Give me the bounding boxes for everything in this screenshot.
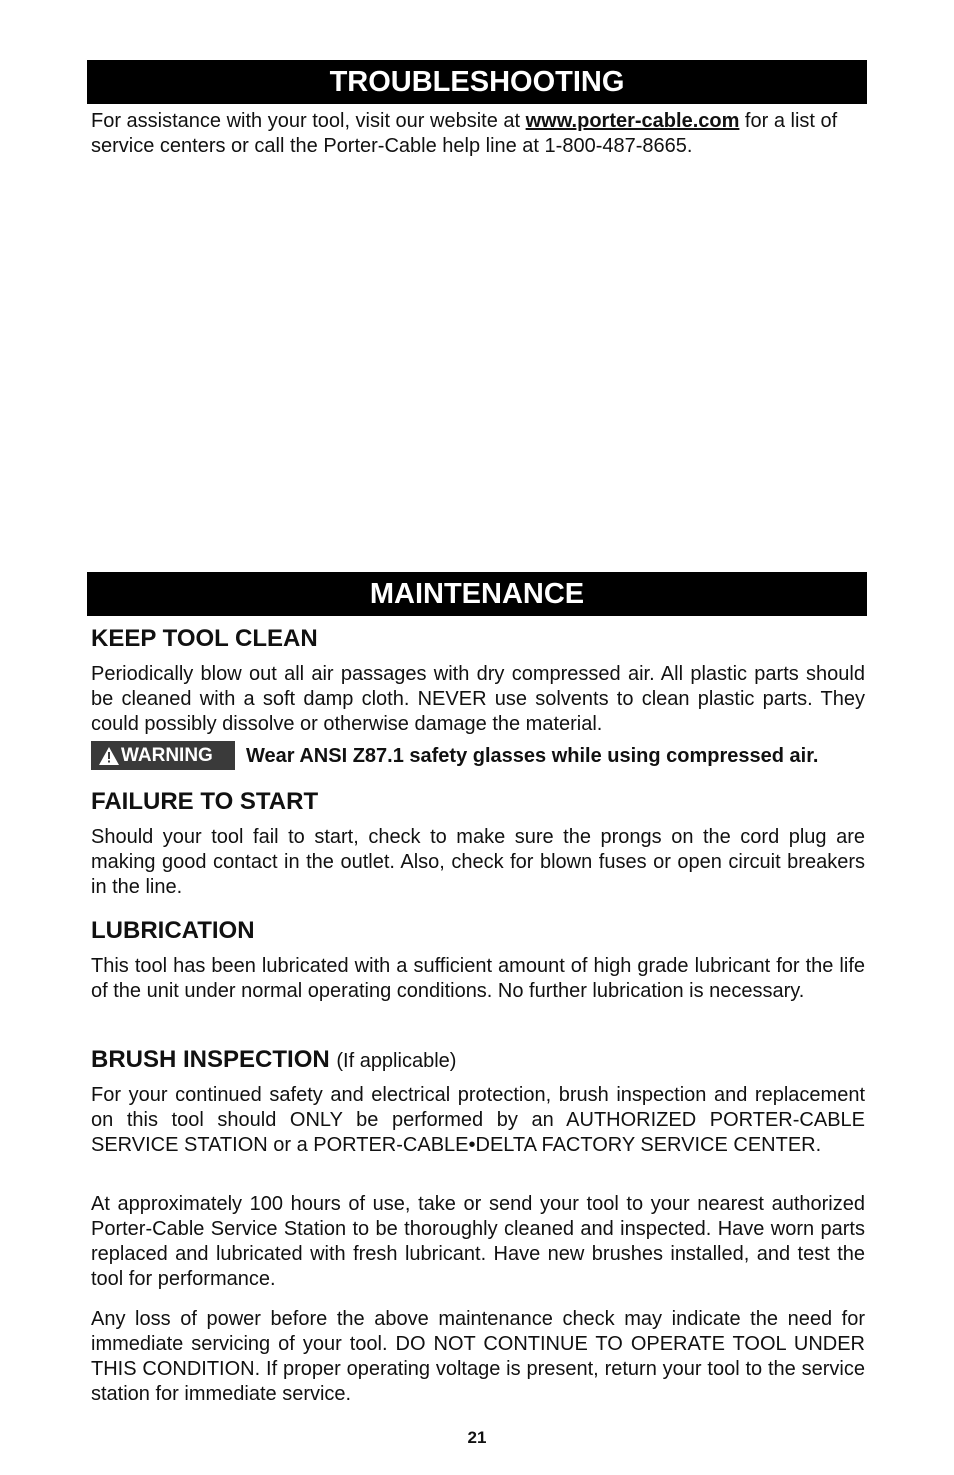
troubleshooting-text xyxy=(91,109,865,159)
lubrication-text: This tool has been lubricated with a sufficient amount of high grade lubricant for the life of the unit under normal operating conditions. No further lubrication is necessary. xyxy=(91,955,865,1002)
failure-to-start-heading: FAILURE TO START xyxy=(91,788,319,815)
lubrication-heading: LUBRICATION xyxy=(91,917,255,944)
warning-label: WARNING xyxy=(121,745,213,766)
brush-inspection-title: BRUSH INSPECTION xyxy=(91,1046,330,1073)
brush-inspection-paragraph-3: Any loss of power before the above maintenance check may indicate the need for immediate servicing of your tool. DO NOT CONTINUE TO OPERATE TOOL UNDER THIS CONDITION. If proper operating voltage is present, return your tool to the service station for immediate service. xyxy=(91,1308,865,1405)
page-number: 21 xyxy=(467,1428,487,1447)
warning-text: Wear ANSI Z87.1 safety glasses while using compressed air. xyxy=(246,745,819,767)
intro-text-start: For assistance with your tool, visit our website at xyxy=(91,110,526,132)
keep-tool-clean-heading: KEEP TOOL CLEAN xyxy=(91,625,318,652)
troubleshooting-heading: TROUBLESHOOTING xyxy=(87,60,867,104)
website-link[interactable]: www.porter-cable.com xyxy=(525,110,740,132)
maintenance-heading: MAINTENANCE xyxy=(87,572,867,616)
warning-row xyxy=(91,741,865,771)
brush-inspection-note: (If applicable) xyxy=(336,1050,457,1072)
keep-tool-clean-text: Periodically blow out all air passages with dry compressed air. All plastic parts should be cleaned with a soft damp cloth. NEVER use solvents to clean plastic parts. They could possibly dissolve or otherwise damage the material. xyxy=(91,663,865,735)
brush-inspection-heading xyxy=(91,1046,456,1074)
intro-text-end: for a list of service centers or call the Porter-Cable help line at 1-800-487-8665. xyxy=(91,110,838,157)
brush-inspection-paragraph-2: At approximately 100 hours of use, take or send your tool to your nearest authorized Porter-Cable Service Station to be thoroughly cleaned and inspected. Have worn parts replaced and lubricated with fresh lubricant. Have new brushes installed, and test the tool for performance. xyxy=(91,1193,865,1290)
warning-triangle-icon xyxy=(99,747,119,765)
warning-badge xyxy=(91,741,235,770)
brush-inspection-paragraph-1: For your continued safety and electrical protection, brush inspection and replacement on this tool should ONLY be performed by an AUTHORIZED PORTER-CABLE SERVICE STATION or a PORTER-CABLE•DELTA FACTORY SERVICE CENTER. xyxy=(91,1084,865,1156)
failure-to-start-text: Should your tool fail to start, check to make sure the prongs on the cord plug are making good contact in the outlet. Also, check for blown fuses or open circuit breakers in the line. xyxy=(91,826,865,898)
